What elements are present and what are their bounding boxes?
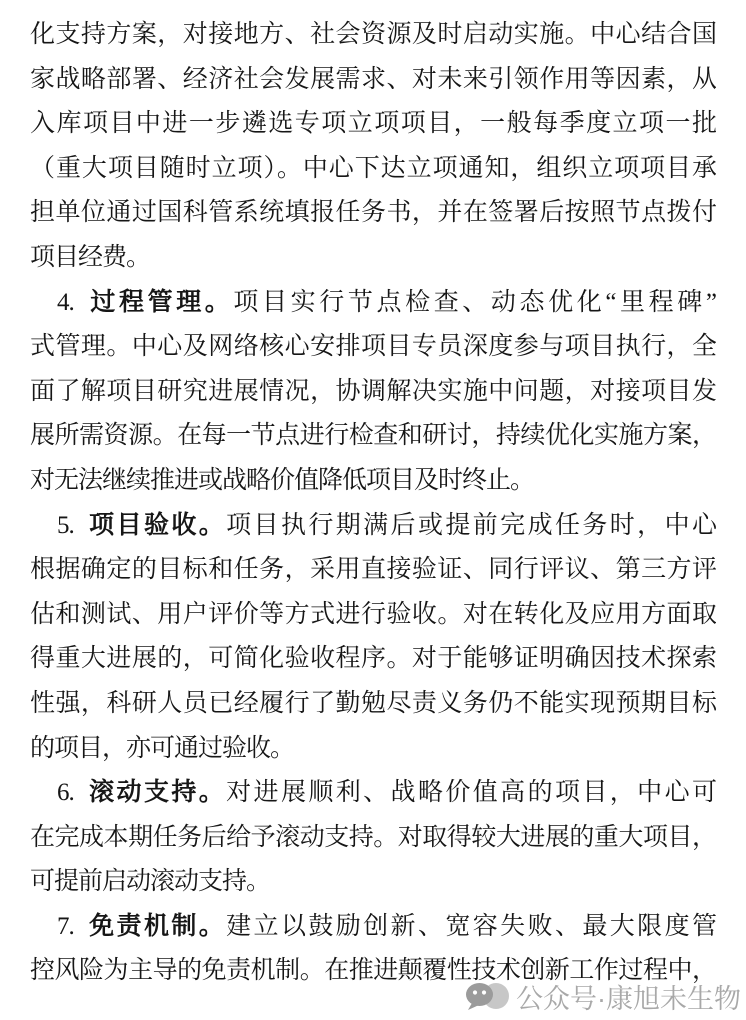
section-title: 免责机制。 (85, 912, 227, 940)
text-line: 根据确定的目标和任务，采用直接验证、同行评议、第三方评 (30, 556, 716, 584)
section-number: 5. (57, 511, 74, 539)
text-line: 项目经费。 (30, 243, 151, 271)
section-title: 项目验收。 (85, 511, 227, 539)
section-number: 7. (57, 912, 74, 940)
text-line: 可提前启动滚动支持。 (30, 868, 271, 896)
text-line: 控风险为主导的免责机制。在推进颠覆性技术创新工作过程中， (30, 957, 716, 985)
watermark-text: 公众号·康旭未生物 (516, 984, 741, 1014)
section-4-line: 4. 过程管理。项目实行节点检查、动态优化“里程碑” (57, 288, 716, 316)
text-line: 在完成本期任务后给予滚动支持。对取得较大进展的重大项目， (30, 823, 716, 851)
section-title: 滚动支持。 (85, 779, 227, 807)
text-line: 入库项目中进一步遴选专项立项项目，一般每季度立项一批 (30, 110, 716, 138)
text-line: 的项目，亦可通过验收。 (30, 734, 295, 762)
text-line: 家战略部署、经济社会发展需求、对未来引领作用等因素，从 (30, 65, 716, 93)
text-line: 式管理。中心及网络核心安排项目专员深度参与项目执行，全 (30, 333, 716, 361)
text-line: 化支持方案，对接地方、社会资源及时启动实施。中心结合国 (30, 21, 716, 48)
text-line: 得重大进展的，可简化验收程序。对于能够证明确因技术探索 (30, 645, 716, 673)
section-number: 4. (57, 288, 74, 316)
section-7-line: 7. 免责机制。建立以鼓励创新、宽容失败、最大限度管 (57, 912, 716, 940)
section-title: 过程管理。 (85, 288, 234, 316)
text-line: 展所需资源。在每一节点进行检查和研讨，持续优化实施方案， (30, 422, 716, 450)
section-5-line: 5. 项目验收。项目执行期满后或提前完成任务时，中心 (57, 511, 716, 539)
text-line: （重大项目随时立项）。中心下达立项通知，组织立项项目承 (30, 154, 716, 182)
text-line: 面了解项目研究进展情况，协调解决实施中问题，对接项目发 (30, 377, 716, 405)
section-6-line: 6. 滚动支持。对进展顺利、战略价值高的项目，中心可 (57, 779, 716, 807)
text-line: 性强，科研人员已经履行了勤勉尽责义务仍不能实现预期目标 (30, 689, 716, 717)
text-line: 估和测试、用户评价等方式进行验收。对在转化及应用方面取 (30, 600, 716, 628)
text-line: 对无法继续推进或战略价值降低项目及时终止。 (30, 466, 535, 494)
text-line: 担单位通过国科管系统填报任务书，并在签署后按照节点拨付 (30, 199, 716, 227)
section-number: 6. (57, 779, 74, 807)
